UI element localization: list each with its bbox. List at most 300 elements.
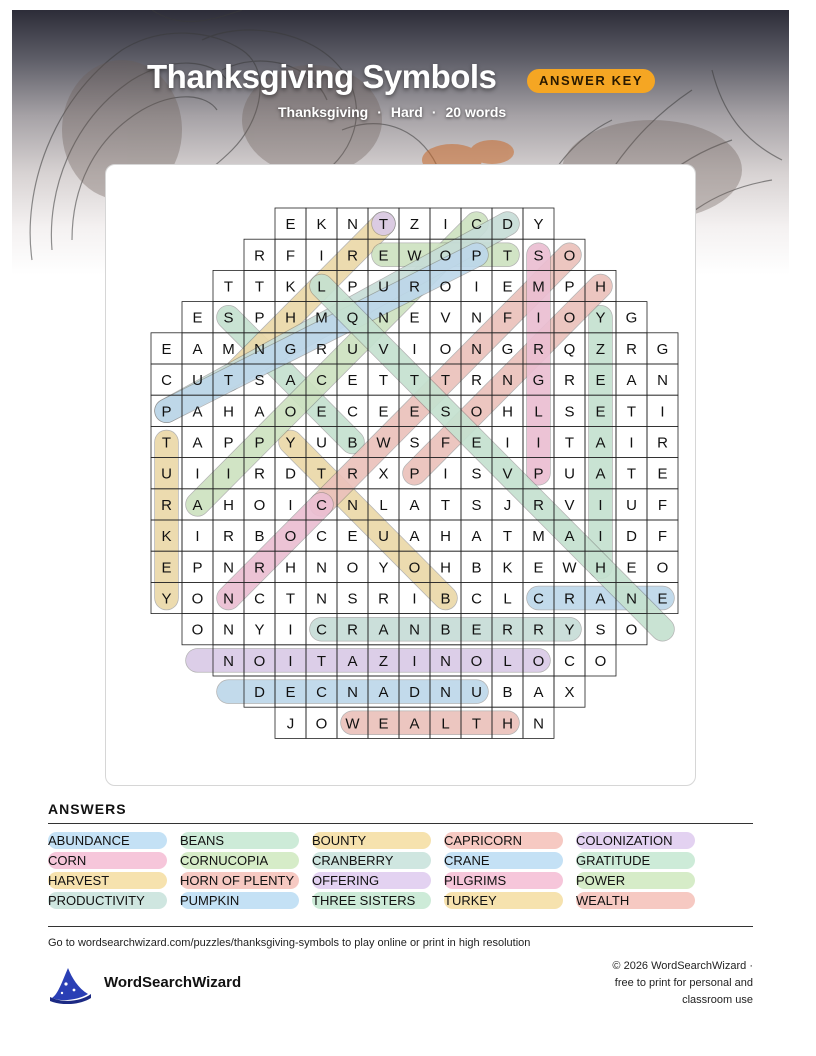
cell-letter: G — [625, 309, 638, 327]
cell-letter: M — [532, 278, 545, 296]
answer-horn-of-plenty: HORN OF PLENTY — [180, 872, 299, 889]
cell-letter: D — [502, 216, 513, 234]
cell-letter: R — [626, 340, 637, 358]
answer-cornucopia: CORNUCOPIA — [180, 852, 299, 869]
cell-letter: H — [502, 715, 513, 733]
cell-letter: N — [378, 309, 389, 327]
grid-cell[interactable] — [647, 395, 678, 426]
cell-letter: N — [347, 684, 358, 702]
grid-cell[interactable] — [585, 645, 616, 676]
grid-cell[interactable] — [461, 582, 492, 613]
grid-cell[interactable] — [461, 270, 492, 301]
cell-letter: E — [533, 559, 544, 577]
grid-cell[interactable] — [647, 551, 678, 582]
cell-letter: W — [407, 247, 422, 265]
grid-cell[interactable] — [306, 582, 337, 613]
cell-letter: N — [347, 496, 358, 514]
copyright-line: classroom use — [682, 994, 753, 1006]
cell-letter: U — [316, 434, 327, 452]
cell-letter: A — [347, 652, 358, 670]
cell-letter: I — [505, 434, 510, 452]
grid-cell[interactable] — [616, 364, 647, 395]
cell-letter: A — [533, 684, 544, 702]
cell-letter: H — [502, 403, 513, 421]
cell-letter: E — [378, 403, 389, 421]
answer-pilgrims: PILGRIMS — [444, 872, 563, 889]
grid-cell[interactable] — [647, 458, 678, 489]
cell-letter: S — [533, 247, 544, 265]
cell-letter: H — [223, 496, 234, 514]
grid-cell[interactable] — [275, 239, 306, 270]
cell-letter: O — [439, 340, 452, 358]
cell-letter: R — [657, 434, 668, 452]
cell-letter: T — [440, 372, 451, 390]
cell-letter: T — [254, 278, 265, 296]
cell-letter: B — [347, 434, 358, 452]
cell-letter: E — [471, 621, 482, 639]
grid-cell[interactable] — [275, 582, 306, 613]
answer-productivity: PRODUCTIVITY — [48, 892, 167, 909]
cell-letter: Y — [254, 621, 265, 639]
cell-letter: R — [409, 278, 420, 296]
cell-letter: R — [564, 590, 575, 608]
grid-cell[interactable] — [585, 614, 616, 645]
grid-cell[interactable] — [492, 551, 523, 582]
cell-letter: P — [223, 434, 234, 452]
cell-letter: C — [564, 652, 575, 670]
cell-letter: K — [285, 278, 296, 296]
grid-cell[interactable] — [554, 395, 585, 426]
cell-letter: N — [626, 590, 637, 608]
cell-letter: R — [471, 372, 482, 390]
cell-letter: U — [161, 465, 172, 483]
grid-cell[interactable] — [616, 426, 647, 457]
cell-letter: N — [657, 372, 668, 390]
cell-letter: T — [440, 496, 451, 514]
grid-cell[interactable] — [151, 364, 182, 395]
cell-letter: P — [533, 465, 544, 483]
answer-key-badge: ANSWER KEY — [527, 69, 655, 93]
cell-letter: A — [192, 340, 203, 358]
cell-letter: H — [285, 559, 296, 577]
answer-capricorn: CAPRICORN — [444, 832, 563, 849]
cell-letter: H — [440, 559, 451, 577]
grid-cell[interactable] — [523, 208, 554, 239]
grid-cell[interactable] — [182, 614, 213, 645]
cell-letter: T — [316, 652, 327, 670]
answer-gratitude: GRATITUDE — [576, 852, 695, 869]
cell-letter: X — [378, 465, 389, 483]
cell-letter: F — [285, 247, 296, 265]
answer-colonization: COLONIZATION — [576, 832, 695, 849]
grid-cell[interactable] — [647, 333, 678, 364]
cell-letter: T — [285, 590, 296, 608]
cell-letter: I — [288, 496, 293, 514]
cell-letter: A — [192, 434, 203, 452]
cell-letter: M — [222, 340, 235, 358]
cell-letter: O — [408, 559, 421, 577]
cell-letter: N — [502, 372, 513, 390]
cell-letter: P — [254, 434, 265, 452]
grid-cell[interactable] — [554, 676, 585, 707]
answer-harvest: HARVEST — [48, 872, 167, 889]
grid-cell[interactable] — [430, 489, 461, 520]
cell-letter: E — [161, 340, 172, 358]
cell-letter: K — [316, 216, 327, 234]
cell-letter: U — [564, 465, 575, 483]
cell-letter: D — [285, 465, 296, 483]
cell-letter: O — [563, 247, 576, 265]
grid-cell[interactable] — [213, 270, 244, 301]
cell-letter: E — [471, 434, 482, 452]
answers-heading: ANSWERS — [48, 801, 127, 817]
grid-cell[interactable] — [244, 270, 275, 301]
cell-letter: F — [502, 309, 513, 327]
cell-letter: L — [317, 278, 326, 296]
cell-letter: I — [226, 465, 231, 483]
cell-letter: W — [376, 434, 391, 452]
cell-letter: O — [284, 403, 297, 421]
cell-letter: R — [347, 465, 358, 483]
cell-letter: W — [345, 715, 360, 733]
cell-letter: I — [412, 652, 417, 670]
cell-letter: N — [316, 559, 327, 577]
cell-letter: N — [471, 309, 482, 327]
cell-letter: H — [285, 309, 296, 327]
grid-cell[interactable] — [213, 520, 244, 551]
cell-letter: N — [316, 590, 327, 608]
copyright-line: free to print for personal and — [614, 977, 753, 989]
cell-letter: I — [536, 434, 541, 452]
grid-cell[interactable] — [306, 208, 337, 239]
cell-letter: O — [470, 652, 483, 670]
cell-letter: D — [626, 528, 637, 546]
cell-letter: D — [254, 684, 265, 702]
grid-cell[interactable] — [523, 551, 554, 582]
cell-letter: N — [254, 340, 265, 358]
answer-offering: OFFERING — [312, 872, 431, 889]
cell-letter: C — [316, 621, 327, 639]
cell-letter: N — [440, 652, 451, 670]
cell-letter: R — [502, 621, 513, 639]
cell-letter: C — [471, 590, 482, 608]
answer-bounty: BOUNTY — [312, 832, 431, 849]
cell-letter: D — [409, 684, 420, 702]
cell-letter: I — [443, 216, 448, 234]
grid-cell[interactable] — [616, 520, 647, 551]
grid-cell[interactable] — [306, 707, 337, 738]
cell-letter: I — [195, 465, 200, 483]
cell-letter: O — [625, 621, 638, 639]
cell-letter: R — [347, 621, 358, 639]
cell-letter: I — [412, 590, 417, 608]
cell-letter: Y — [285, 434, 296, 452]
cell-letter: I — [412, 340, 417, 358]
meta-difficulty: Hard — [390, 104, 423, 120]
grid-cell[interactable] — [275, 614, 306, 645]
grid-cell[interactable] — [337, 551, 368, 582]
cell-letter: E — [347, 528, 358, 546]
cell-letter: S — [409, 434, 420, 452]
cell-letter: T — [471, 715, 482, 733]
cell-letter: O — [594, 652, 607, 670]
cell-letter: H — [223, 403, 234, 421]
cell-letter: Z — [409, 216, 420, 234]
cell-letter: E — [285, 684, 296, 702]
cell-letter: R — [254, 559, 265, 577]
grid-cell[interactable] — [182, 520, 213, 551]
grid-cell[interactable] — [275, 707, 306, 738]
cell-letter: S — [564, 403, 575, 421]
grid-cell[interactable] — [182, 302, 213, 333]
cell-letter: O — [470, 403, 483, 421]
grid-cell[interactable] — [616, 333, 647, 364]
cell-letter: Y — [595, 309, 606, 327]
cell-letter: H — [595, 559, 606, 577]
cell-letter: R — [316, 340, 327, 358]
cell-letter: I — [288, 621, 293, 639]
cell-letter: P — [409, 465, 420, 483]
grid-cell[interactable] — [430, 520, 461, 551]
cell-letter: G — [501, 340, 514, 358]
cell-letter: A — [285, 372, 296, 390]
grid-cell[interactable] — [399, 489, 430, 520]
cell-letter: I — [660, 403, 665, 421]
answer-crane: CRANE — [444, 852, 563, 869]
answer-beans: BEANS — [180, 832, 299, 849]
cell-letter: A — [254, 403, 265, 421]
cell-letter: C — [316, 496, 327, 514]
cell-letter: F — [657, 528, 668, 546]
grid-cell[interactable] — [554, 426, 585, 457]
cell-letter: C — [254, 590, 265, 608]
cell-letter: W — [562, 559, 577, 577]
cell-letter: Q — [346, 309, 359, 327]
grid-cell[interactable] — [182, 426, 213, 457]
cell-letter: N — [471, 340, 482, 358]
cell-letter: U — [626, 496, 637, 514]
cell-letter: B — [440, 621, 451, 639]
answer-abundance: ABUNDANCE — [48, 832, 167, 849]
cell-letter: O — [253, 652, 266, 670]
cell-letter: I — [195, 528, 200, 546]
grid-cell[interactable] — [337, 582, 368, 613]
cell-letter: I — [629, 434, 634, 452]
footer-url-text: Go to wordsearchwizard.com/puzzles/thanksgiving-symbols to play online or print in high resolution — [48, 937, 531, 949]
cell-letter: T — [502, 528, 513, 546]
grid-cell[interactable] — [182, 551, 213, 582]
answer-three-sisters: THREE SISTERS — [312, 892, 431, 909]
grid-cell[interactable] — [461, 489, 492, 520]
cell-letter: R — [378, 590, 389, 608]
cell-letter: N — [223, 559, 234, 577]
cell-letter: C — [316, 684, 327, 702]
cell-letter: P — [161, 403, 172, 421]
grid-cell[interactable] — [368, 582, 399, 613]
answers-list — [48, 832, 753, 912]
cell-letter: I — [443, 465, 448, 483]
cell-letter: A — [192, 403, 203, 421]
cell-letter: O — [563, 309, 576, 327]
grid-cell[interactable] — [523, 676, 554, 707]
cell-letter: A — [471, 528, 482, 546]
meta-word-count: 20 words — [445, 104, 507, 120]
cell-letter: I — [474, 278, 479, 296]
grid-cell[interactable] — [523, 707, 554, 738]
cell-letter: N — [223, 652, 234, 670]
cell-letter: P — [347, 278, 358, 296]
grid-cell[interactable] — [616, 395, 647, 426]
cell-letter: O — [346, 559, 359, 577]
grid-cell[interactable] — [461, 520, 492, 551]
cell-letter: N — [347, 216, 358, 234]
cell-letter: R — [533, 496, 544, 514]
cell-letter: N — [533, 715, 544, 733]
cell-letter: E — [595, 403, 606, 421]
grid-cell[interactable] — [616, 489, 647, 520]
cell-letter: T — [626, 403, 637, 421]
cell-letter: O — [253, 496, 266, 514]
cell-letter: S — [471, 465, 482, 483]
grid-cell[interactable] — [647, 520, 678, 551]
cell-letter: I — [319, 247, 324, 265]
cell-letter: C — [316, 528, 327, 546]
cell-letter: P — [471, 247, 482, 265]
grid-cell[interactable] — [554, 364, 585, 395]
cell-letter: O — [439, 278, 452, 296]
cell-letter: L — [441, 715, 450, 733]
cell-letter: E — [409, 403, 420, 421]
copyright-text — [553, 958, 753, 1009]
cell-letter: O — [439, 247, 452, 265]
cell-letter: T — [223, 372, 234, 390]
grid-cell[interactable] — [244, 614, 275, 645]
cell-letter: Z — [595, 340, 606, 358]
cell-letter: M — [315, 309, 328, 327]
cell-letter: B — [254, 528, 265, 546]
answer-pumpkin: PUMPKIN — [180, 892, 299, 909]
cell-letter: B — [471, 559, 482, 577]
grid-cell[interactable] — [244, 489, 275, 520]
cell-letter: S — [254, 372, 265, 390]
cell-letter: V — [440, 309, 451, 327]
cell-layer — [151, 208, 678, 738]
cell-letter: I — [598, 496, 603, 514]
grid-cell[interactable] — [554, 458, 585, 489]
grid-cell[interactable] — [647, 364, 678, 395]
cell-letter: U — [471, 684, 482, 702]
cell-letter: E — [626, 559, 637, 577]
cell-letter: A — [409, 528, 420, 546]
cell-letter: E — [378, 247, 389, 265]
answer-wealth: WEALTH — [576, 892, 695, 909]
cell-letter: K — [502, 559, 513, 577]
cell-letter: O — [191, 621, 204, 639]
cell-letter: B — [440, 590, 451, 608]
grid-cell[interactable] — [213, 614, 244, 645]
grid-cell[interactable] — [182, 582, 213, 613]
cell-letter: C — [161, 372, 172, 390]
cell-letter: N — [223, 590, 234, 608]
answer-turkey: TURKEY — [444, 892, 563, 909]
cell-letter: E — [378, 715, 389, 733]
cell-letter: A — [378, 684, 389, 702]
cell-letter: U — [378, 278, 389, 296]
cell-letter: N — [223, 621, 234, 639]
cell-letter: T — [378, 216, 389, 234]
grid-cell[interactable] — [647, 426, 678, 457]
grid-cell[interactable] — [182, 333, 213, 364]
grid-cell[interactable] — [461, 551, 492, 582]
grid-cell[interactable] — [616, 302, 647, 333]
footer-divider — [48, 926, 753, 927]
grid-cell[interactable] — [492, 520, 523, 551]
answers-divider — [48, 823, 753, 824]
grid-cell[interactable] — [616, 458, 647, 489]
grid-cell[interactable] — [554, 645, 585, 676]
cell-letter: C — [471, 216, 482, 234]
grid-cell[interactable] — [306, 551, 337, 582]
cell-letter: O — [284, 528, 297, 546]
grid-cell[interactable] — [492, 676, 523, 707]
cell-letter: U — [347, 340, 358, 358]
grid-cell[interactable] — [244, 239, 275, 270]
meta-separator: · — [431, 104, 437, 120]
cell-letter: C — [533, 590, 544, 608]
cell-letter: V — [502, 465, 513, 483]
cell-letter: E — [347, 372, 358, 390]
cell-letter: E — [161, 559, 172, 577]
cell-letter: G — [284, 340, 297, 358]
cell-letter: P — [564, 278, 575, 296]
cell-letter: R — [254, 465, 265, 483]
grid-cell[interactable] — [213, 395, 244, 426]
cell-letter: Z — [378, 652, 389, 670]
cell-letter: G — [532, 372, 545, 390]
cell-letter: T — [409, 372, 420, 390]
cell-letter: E — [595, 372, 606, 390]
wizard-hat-icon — [48, 964, 92, 1004]
grid-cell[interactable] — [399, 208, 430, 239]
cell-letter: E — [657, 590, 668, 608]
cell-letter: T — [626, 465, 637, 483]
cell-letter: A — [409, 715, 420, 733]
grid-cell[interactable] — [647, 489, 678, 520]
cell-letter: R — [223, 528, 234, 546]
cell-letter: Y — [533, 216, 544, 234]
cell-letter: O — [315, 715, 328, 733]
grid-cell[interactable] — [275, 208, 306, 239]
cell-letter: R — [347, 247, 358, 265]
page-title: Thanksgiving Symbols — [147, 58, 497, 95]
cell-letter: T — [161, 434, 172, 452]
cell-letter: U — [378, 528, 389, 546]
cell-letter: T — [564, 434, 575, 452]
cell-letter: I — [288, 652, 293, 670]
grid-cell[interactable] — [492, 582, 523, 613]
cell-letter: I — [536, 309, 541, 327]
cell-letter: Y — [378, 559, 389, 577]
answer-power: POWER — [576, 872, 695, 889]
cell-letter: K — [161, 528, 172, 546]
cell-letter: V — [378, 340, 389, 358]
grid-cell[interactable] — [430, 302, 461, 333]
cell-letter: E — [657, 465, 668, 483]
cell-letter: Y — [564, 621, 575, 639]
cell-letter: P — [192, 559, 203, 577]
grid-cell[interactable] — [151, 333, 182, 364]
cell-letter: S — [471, 496, 482, 514]
